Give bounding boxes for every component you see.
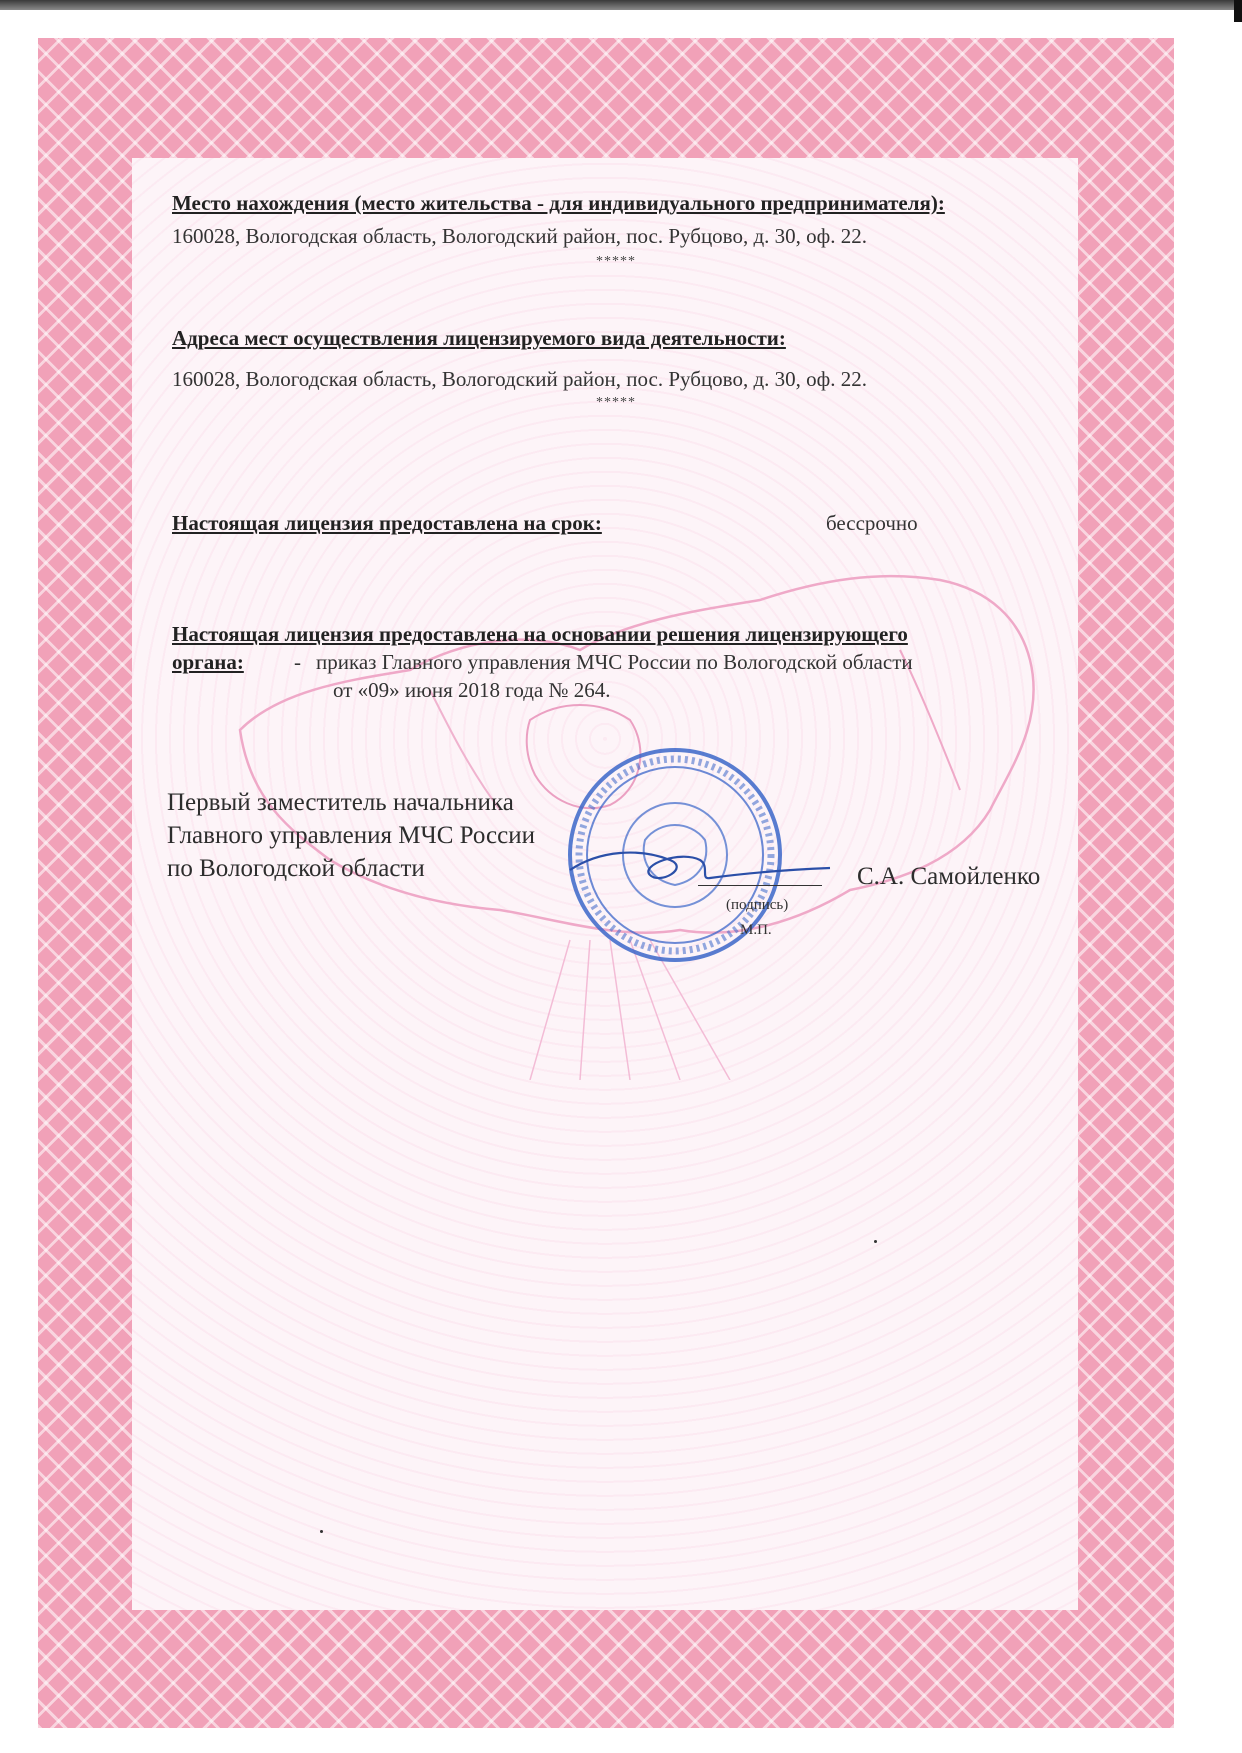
scan-edge-mark xyxy=(1234,0,1242,22)
address-heading: Место нахождения (место жительства - для индивидуального предпринимателя): xyxy=(172,191,945,215)
scan-speck xyxy=(874,1240,877,1243)
address-value: 160028, Вологодская область, Вологодский район, пос. Рубцово, д. 30, оф. 22. xyxy=(172,224,867,248)
basis-heading-line1: Настоящая лицензия предоставлена на основании решения лицензирующего xyxy=(172,622,908,646)
activity-heading: Адреса мест осуществления лицензируемого вида деятельности: xyxy=(172,326,786,350)
seal-caption: М.П. xyxy=(740,922,772,938)
basis-bullet: - xyxy=(294,650,301,674)
activity-separator: ***** xyxy=(596,395,636,410)
basis-heading-line2: органа: xyxy=(172,650,244,674)
scan-edge xyxy=(0,0,1242,10)
signature-caption: (подпись) xyxy=(726,897,789,913)
basis-value-line2: от «09» июня 2018 года № 264. xyxy=(333,678,611,702)
signature-line xyxy=(698,885,822,886)
signer-name: С.А. Самойленко xyxy=(857,863,1041,890)
address-separator: ***** xyxy=(596,254,636,269)
handwritten-signature xyxy=(560,830,840,900)
signer-title-line3: по Вологодской области xyxy=(167,855,425,882)
basis-value-line1: приказ Главного управления МЧС России по Вологодской области xyxy=(316,650,913,674)
activity-value: 160028, Вологодская область, Вологодский район, пос. Рубцово, д. 30, оф. 22. xyxy=(172,367,867,391)
signer-title-line1: Первый заместитель начальника xyxy=(167,789,514,816)
signer-title-line2: Главного управления МЧС России xyxy=(167,822,535,849)
term-heading: Настоящая лицензия предоставлена на срок: xyxy=(172,511,602,535)
scan-speck xyxy=(320,1530,323,1533)
term-value: бессрочно xyxy=(826,511,918,535)
